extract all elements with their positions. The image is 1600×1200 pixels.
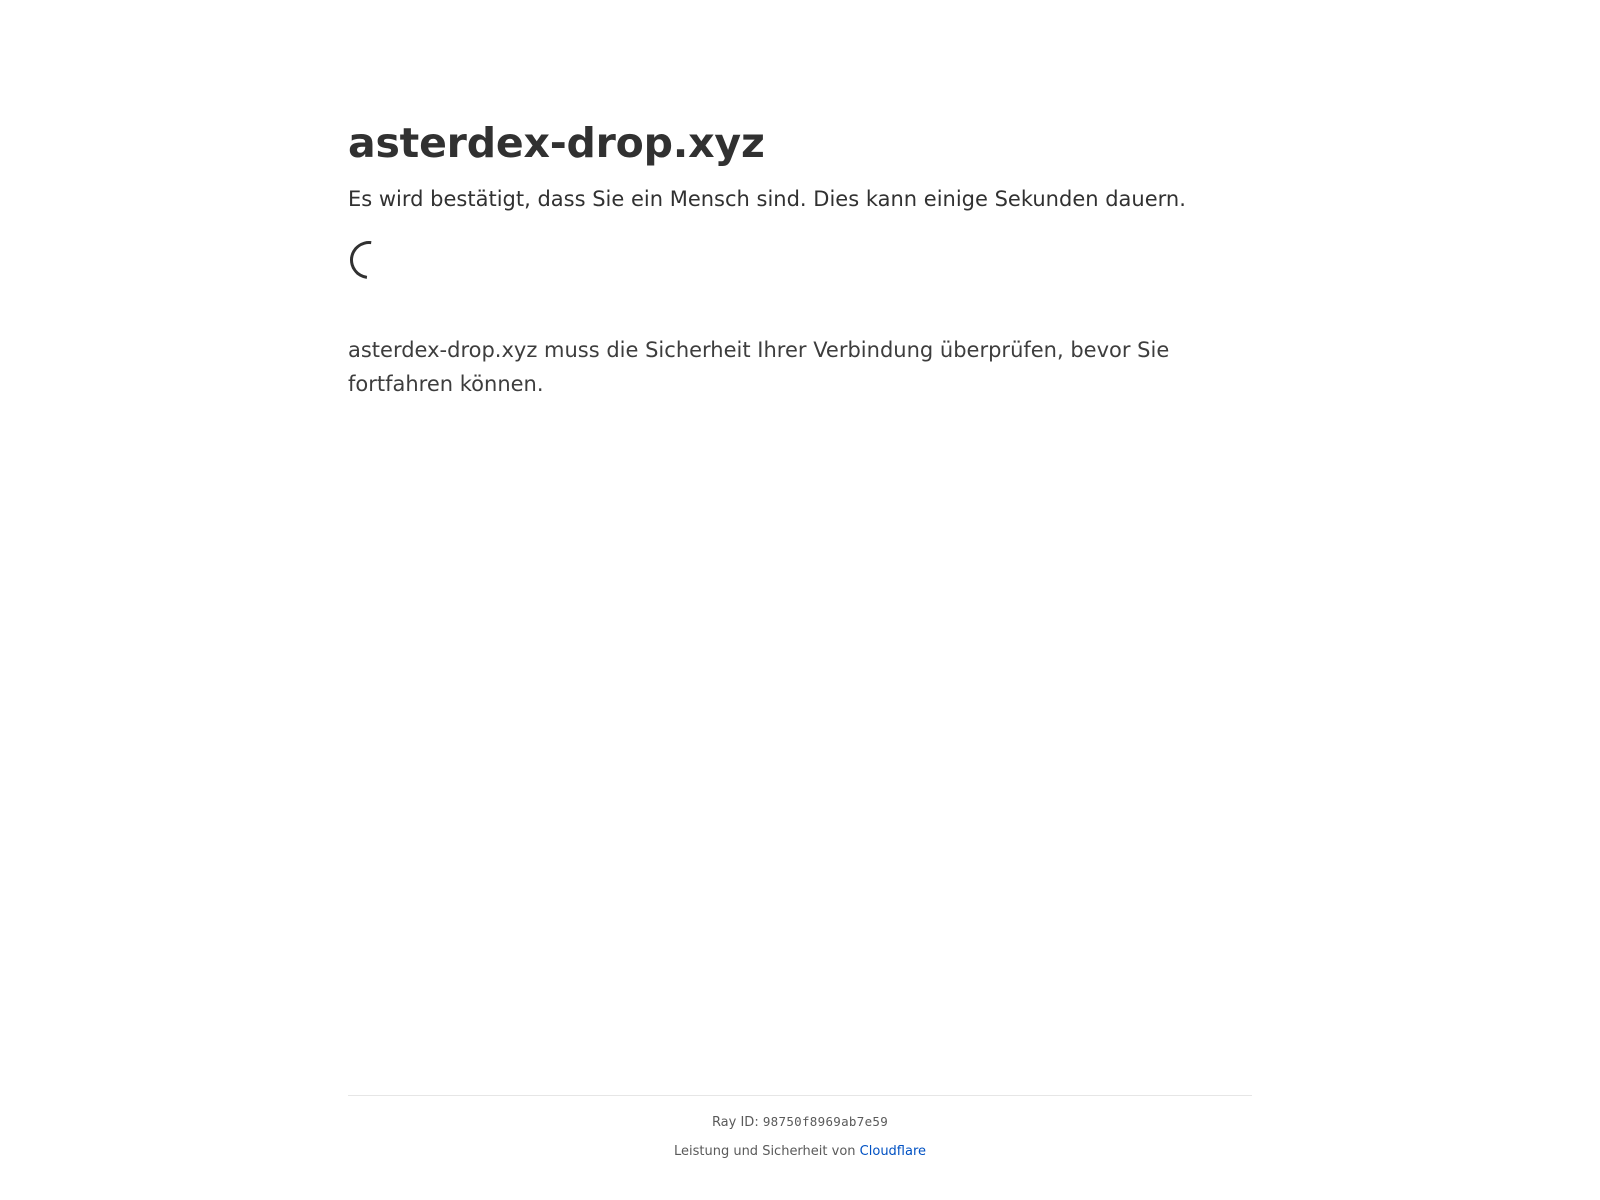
challenge-subtitle: Es wird bestätigt, dass Sie ein Mensch sind. Dies kann einige Sekunden dauern. (348, 187, 1186, 212)
footer (348, 1095, 1252, 1159)
verification-description: asterdex-drop.xyz muss die Sicherheit Ihrer Verbindung überprüfen, bevor Sie fortfahren können. (348, 337, 1170, 396)
ray-id-line (348, 1114, 1252, 1130)
loading-spinner-icon (342, 233, 395, 286)
challenge-widget (348, 241, 1278, 333)
ray-id-value: 98750f8969ab7e59 (762, 1114, 889, 1129)
attribution-prefix: Leistung und Sicherheit von (673, 1144, 856, 1159)
page-title: asterdex-drop.xyz (348, 119, 765, 167)
cloudflare-link[interactable]: Cloudflare (859, 1144, 927, 1159)
attribution-line (348, 1144, 1252, 1159)
ray-id-label: Ray ID: (711, 1115, 759, 1130)
challenge-content (348, 120, 1278, 401)
